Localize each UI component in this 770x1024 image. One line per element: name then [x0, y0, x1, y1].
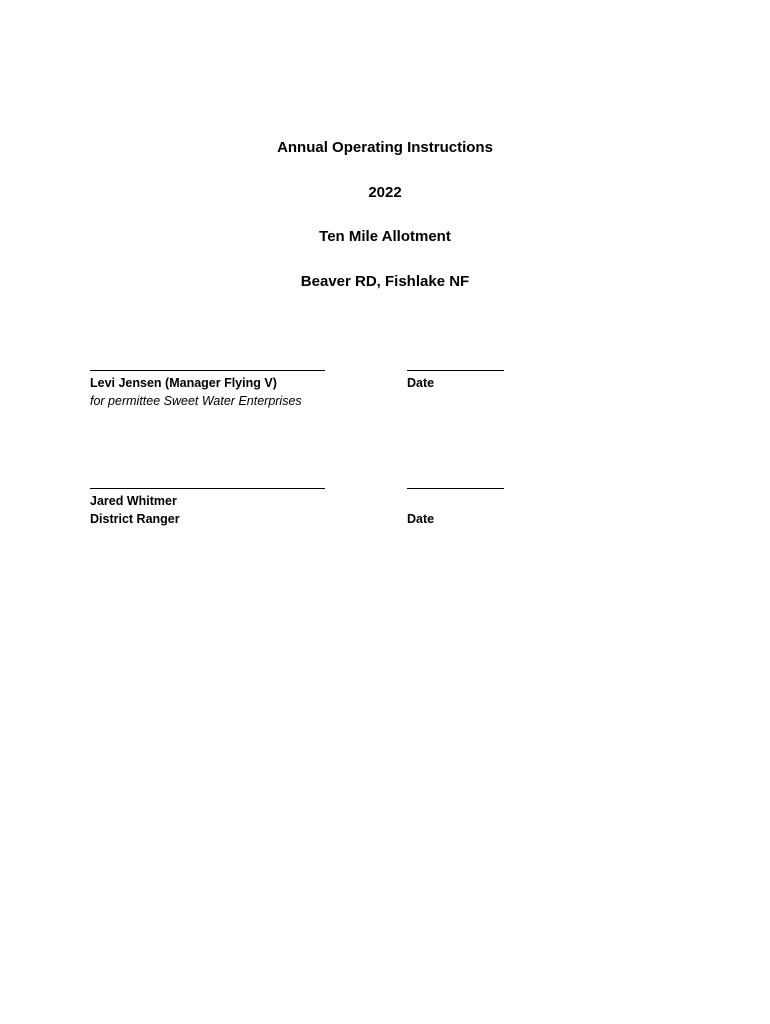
- signer-name: Levi Jensen (Manager Flying V): [90, 376, 277, 390]
- signature-line: [90, 488, 325, 489]
- date-line: [407, 370, 504, 371]
- signer-name: Jared Whitmer: [90, 494, 177, 508]
- signature-line: [90, 370, 325, 371]
- allotment-name: Ten Mile Allotment: [319, 228, 451, 245]
- date-label: Date: [407, 376, 435, 390]
- district-name: Beaver RD, Fishlake NF: [300, 273, 470, 290]
- document-title: Annual Operating Instructions: [277, 139, 493, 156]
- document-year: 2022: [368, 184, 402, 201]
- date-line: [407, 488, 504, 489]
- signer-title: District Ranger: [90, 512, 180, 526]
- date-label: Date: [407, 512, 435, 526]
- signer-subtitle: for permittee Sweet Water Enterprises: [90, 394, 302, 408]
